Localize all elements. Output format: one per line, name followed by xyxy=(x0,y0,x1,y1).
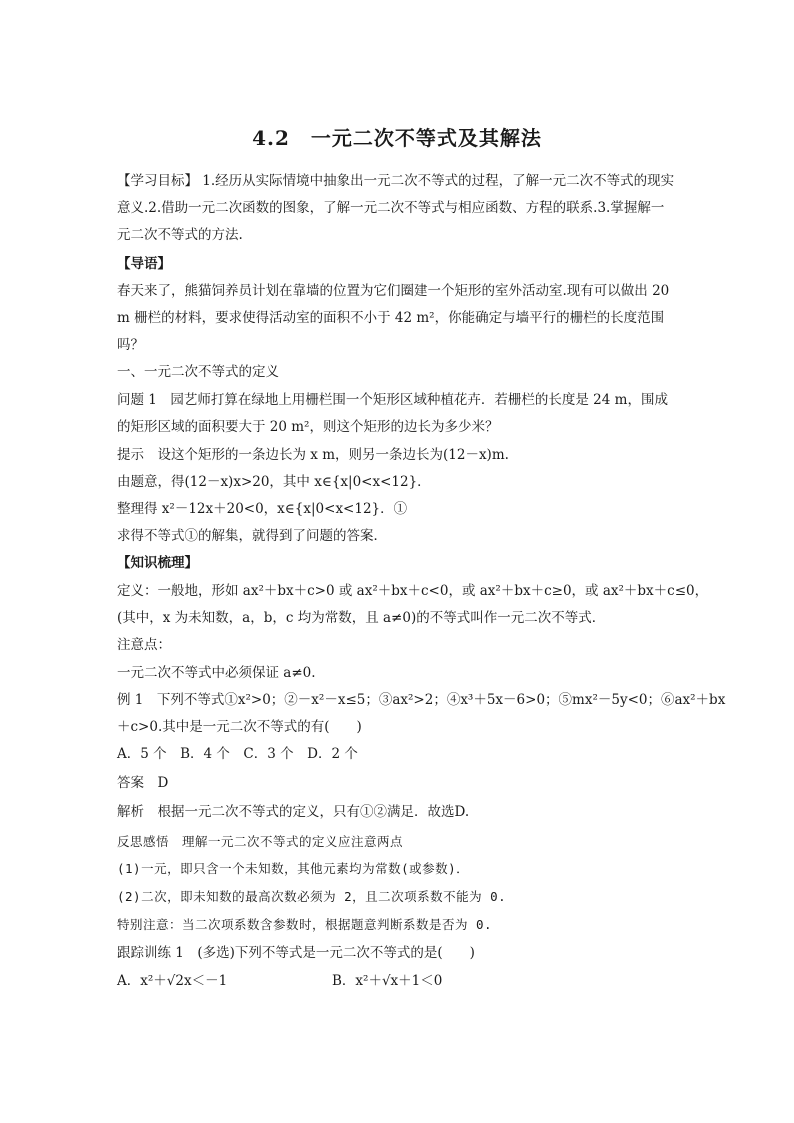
practice-1-option-b: B．x²＋√x＋1＜0 xyxy=(332,973,443,989)
derivation-line-2: 整理得 x²－12x＋20<0，x∈{x|0<x<12}．① xyxy=(117,501,408,517)
analysis-line: 解析 根据一元二次不等式的定义，只有①②满足．故选D. xyxy=(117,804,470,820)
practice-1-option-a: A．x²＋√2x＜－1 xyxy=(117,973,228,989)
example-1-options: A．5 个 B．4 个 C．3 个 D．2 个 xyxy=(117,746,358,762)
learning-objectives-line-1: 【学习目标】 1.经历从实际情境中抽象出一元二次不等式的过程，了解一元二次不等式的现实 xyxy=(117,173,675,189)
problem-1-line-1: 问题 1 园艺师打算在绿地上用栅栏围一个矩形区域种植花卉．若栅栏的长度是 24 m，围成 xyxy=(117,392,668,408)
hint-line: 提示 设这个矩形的一条边长为 x m，则另一条边长为(12－x)m. xyxy=(117,447,509,463)
knowledge-heading: 【知识梳理】 xyxy=(117,555,198,571)
reflection-point-2: (2)二次，即未知数的最高次数必须为 2，且二次项系数不能为 0. xyxy=(117,889,507,904)
intro-line-3: 吗？ xyxy=(117,337,144,353)
note-line: 一元二次不等式中必须保证 a≠0. xyxy=(117,665,316,681)
derivation-line-3: 求得不等式①的解集，就得到了问题的答案． xyxy=(117,528,387,544)
section-heading-1: 一、一元二次不等式的定义 xyxy=(117,364,279,380)
reflection-special-note: 特别注意：当二次项系数含参数时，根据题意判断系数是否为 0. xyxy=(117,917,493,932)
intro-heading: 【导语】 xyxy=(117,256,171,272)
problem-1-line-2: 的矩形区域的面积要大于 20 m²，则这个矩形的边长为多少米？ xyxy=(117,419,499,435)
definition-line-1: 定义：一般地，形如 ax²＋bx＋c>0 或 ax²＋bx＋c<0，或 ax²＋bx＋c≥0，或 ax²＋bx＋c≤0， xyxy=(117,583,709,599)
example-1-line-1: 例 1 下列不等式①x²>0；②－x²－x≤5；③ax²>2；④x³＋5x－6>0；⑤mx²－5y<0；⑥ax²＋bx xyxy=(117,692,726,708)
practice-1-question: 跟踪训练 1 (多选)下列不等式是一元二次不等式的是( ) xyxy=(117,945,475,961)
definition-line-2: (其中，x 为未知数，a，b，c 均为常数，且 a≠0)的不等式叫作一元二次不等式． xyxy=(117,610,606,626)
reflection-point-1: (1)一元，即只含一个未知数，其他元素均为常数(或参数)． xyxy=(117,861,470,876)
learning-objectives-line-3: 元二次不等式的方法. xyxy=(117,227,243,243)
derivation-line-1: 由题意，得(12－x)x>20，其中 x∈{x|0<x<12}． xyxy=(117,474,431,490)
example-1-line-2: ＋c>0.其中是一元二次不等式的有( ) xyxy=(117,719,362,735)
reflection-heading: 反思感悟 理解一元二次不等式的定义应注意两点 xyxy=(117,834,404,849)
note-heading: 注意点： xyxy=(117,637,171,653)
learning-objectives-line-2: 意义.2.借助一元二次函数的图象，了解一元二次不等式与相应函数、方程的联系.3.掌握解一 xyxy=(117,200,665,216)
answer-line: 答案 D xyxy=(117,775,169,791)
intro-line-1: 春天来了，熊猫饲养员计划在靠墙的位置为它们圈建一个矩形的室外活动室.现有可以做出 20 xyxy=(117,283,670,299)
intro-line-2: m 栅栏的材料，要求使得活动室的面积不小于 42 m²，你能确定与墙平行的栅栏的长度范围 xyxy=(117,310,665,326)
page-title: 4.2 一元二次不等式及其解法 xyxy=(252,126,542,150)
